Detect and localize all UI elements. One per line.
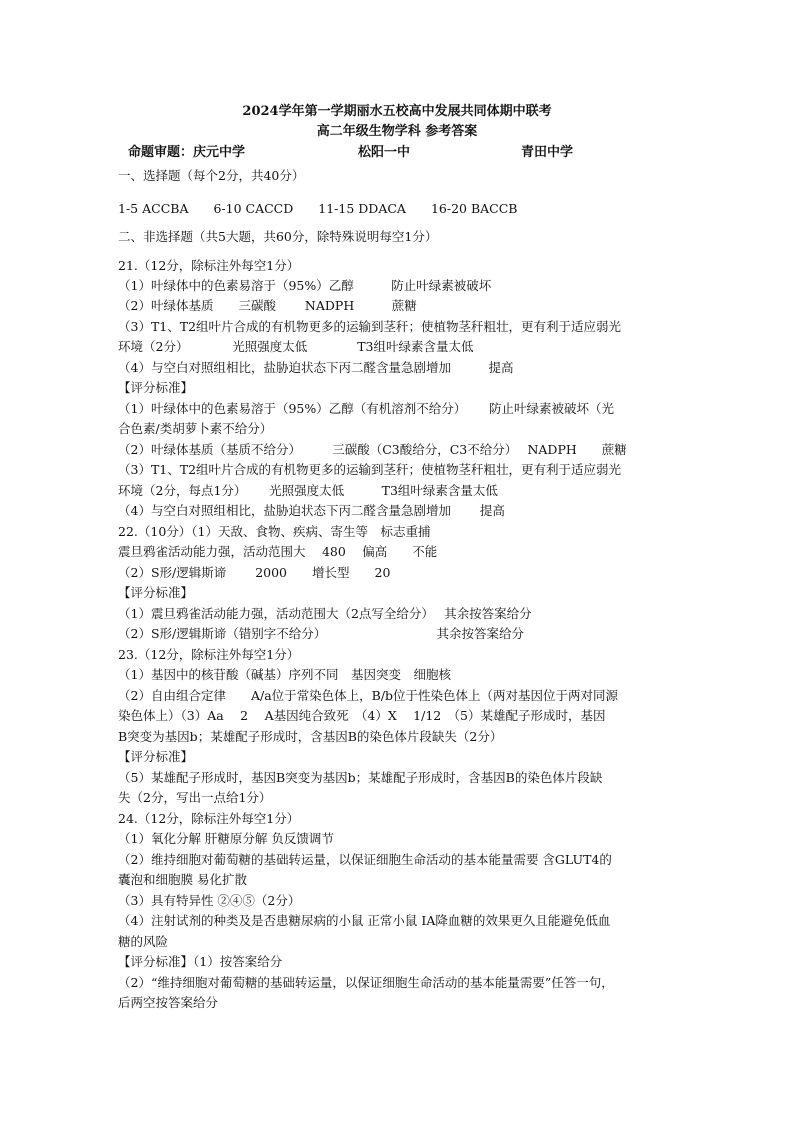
answer-line: 染色体上）（3）Aa 2 A基因纯合致死 （4）X 1/12 （5）某雄配子形成时，基因 (118, 708, 606, 723)
answer-line: B突变为基因b；某雄配子形成时，含基因B的染色体片段缺失（2分） (118, 729, 503, 744)
answer-line: 失（2分，写出一点给1分） (118, 790, 272, 805)
answer-line: 【评分标准】 (118, 380, 194, 395)
answer-line: 环境（2分） 光照强度太低 T3组叶绿素含量太低 (118, 339, 474, 354)
answer-line: 糖的风险 (118, 934, 169, 949)
answer-line: （4）与空白对照组相比，盐胁迫状态下丙二醛含量急剧增加 提高 (118, 360, 514, 375)
answer-line: （4）与空白对照组相比，盐胁迫状态下丙二醛含量急剧增加 提高 (118, 503, 505, 518)
answer-line: （1）叶绿体中的色素易溶于（95%）乙醇（有机溶剂不给分） 防止叶绿素被破坏（光 (118, 401, 614, 416)
answer-line: 21.（12分，除标注外每空1分） (118, 258, 300, 273)
document-subtitle: 高二年级生物学科 参考答案 (316, 124, 478, 139)
answer-line: 23.（12分，除标注外每空1分） (118, 647, 300, 662)
answer-line: 囊泡和细胞膜 易化扩散 (118, 872, 247, 887)
answer-line: 【评分标准】 (118, 749, 194, 764)
answer-line: （3）具有特异性 ②④⑤（2分） (118, 893, 301, 908)
answer-line: 【评分标准】（1）按答案给分 (118, 954, 283, 969)
answer-line: （5）某雄配子形成时，基因B突变为基因b；某雄配子形成时，含基因B的染色体片段缺 (118, 770, 603, 785)
answer-line: （2）“维持细胞对葡萄糖的基础转运量，以保证细胞生命活动的基本能量需要”任答一句， (118, 975, 614, 990)
answer-line: （1）叶绿体中的色素易溶于（95%）乙醇 防止叶绿素被破坏 (118, 278, 492, 293)
answer-line: （1）震旦鸦雀活动能力强，活动范围大（2点写全给分） 其余按答案给分 (118, 606, 532, 621)
answer-line: （2）叶绿体基质（基质不给分） 三碳酸（C3酸给分，C3不给分） NADPH 蔗糖 (118, 442, 627, 457)
answer-line: 二、非选择题（共5大题，共60分，除特殊说明每空1分） (118, 229, 438, 244)
answer-line: （1）氧化分解 肝糖原分解 负反馈调节 (118, 831, 334, 846)
answer-line: 一、选择题（每个2分，共40分） (118, 168, 305, 183)
answer-line: 环境（2分，每点1分） 光照强度太低 T3组叶绿素含量太低 (118, 483, 498, 498)
credits-school-3: 青田中学 (521, 145, 574, 160)
credits-school-2: 松阳一中 (358, 145, 411, 160)
answer-line: （2）S形/逻辑斯谛（错别字不给分） 其余按答案给分 (118, 626, 524, 641)
document-title: 2024学年第一学期丽水五校高中发展共同体期中联考 (242, 104, 552, 119)
answer-line: （2）S形/逻辑斯谛 2000 增长型 20 (118, 565, 391, 580)
answer-line: 22.（10分）（1）天敌、食物、疾病、寄生等 标志重捕 (118, 524, 431, 539)
answer-line: 后两空按答案给分 (118, 995, 219, 1010)
credits-label: 命题审题：庆元中学 (128, 145, 246, 160)
answer-line: （1）基因中的核苷酸（碱基）序列不同 基因突变 细胞核 (118, 667, 451, 682)
answer-line: 【评分标准】 (118, 585, 194, 600)
answer-line: 合色素/类胡萝卜素不给分） (118, 421, 273, 436)
answer-line: 震旦鸦雀活动能力强，活动范围大 480 偏高 不能 (118, 544, 438, 559)
answer-line: （4）注射试剂的种类及是否患糖尿病的小鼠 正常小鼠 IA降血糖的效果更久且能避免低血 (118, 913, 611, 928)
answer-line: （2）叶绿体基质 三碳酸 NADPH 蔗糖 (118, 298, 417, 313)
answer-line: （3）T1、T2组叶片合成的有机物更多的运输到茎秆；使植物茎秆粗壮，更有利于适应弱光 (118, 319, 622, 334)
answer-line: 1-5 ACCBA 6-10 CACCD 11-15 DDACA 16-20 BACCB (118, 201, 518, 216)
answer-line: 24.（12分，除标注外每空1分） (118, 811, 300, 826)
answer-line: （3）T1、T2组叶片合成的有机物更多的运输到茎秆；使植物茎秆粗壮，更有利于适应弱光 (118, 462, 622, 477)
answer-line: （2）维持细胞对葡萄糖的基础转运量，以保证细胞生命活动的基本能量需要 含GLUT4的 (118, 852, 612, 867)
answer-line: （2）自由组合定律 A/a位于常染色体上，B/b位于性染色体上（两对基因位于两对同源 (118, 688, 619, 703)
